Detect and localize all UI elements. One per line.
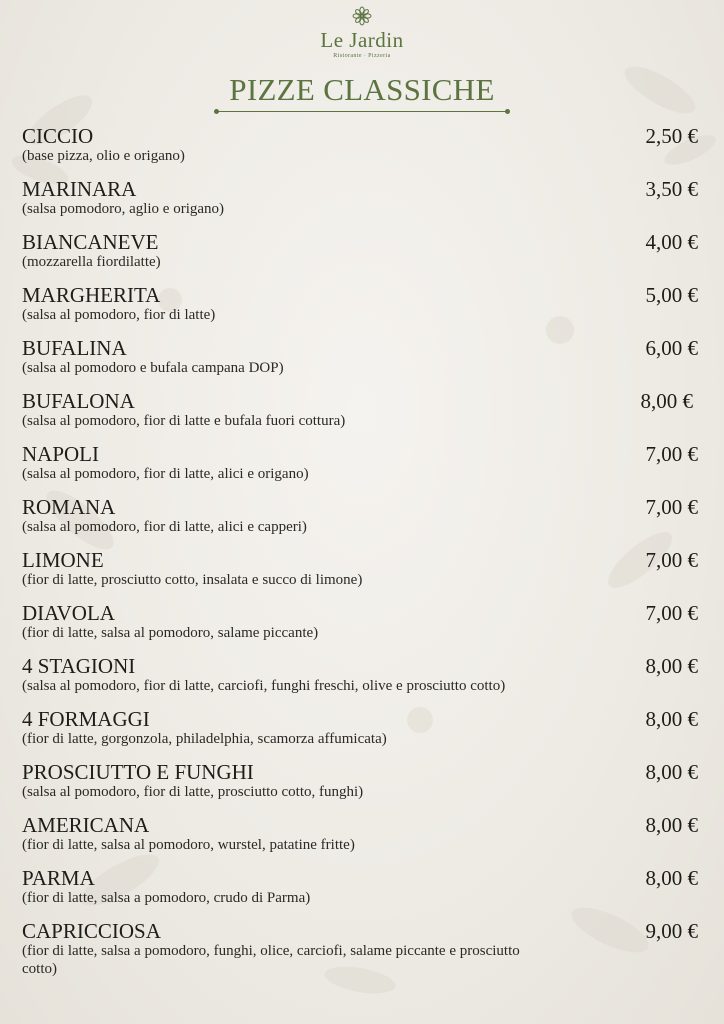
- menu-item: [22, 177, 702, 230]
- item-name: ROMANA: [22, 495, 116, 519]
- item-price: 4,00 €: [645, 230, 698, 254]
- item-description: (salsa al pomodoro, fior di latte, alici e origano): [22, 466, 309, 482]
- item-price: 7,00 €: [645, 495, 698, 519]
- menu-item: [22, 389, 702, 442]
- menu-item: [22, 813, 702, 866]
- item-price: 8,00 €: [645, 813, 698, 837]
- item-description: (salsa al pomodoro, fior di latte, carciofi, funghi freschi, olive e prosciutto cotto): [22, 678, 506, 694]
- item-price: 8,00 €: [645, 760, 698, 784]
- item-name: AMERICANA: [22, 813, 150, 837]
- item-price: 6,00 €: [645, 336, 698, 360]
- item-name: PARMA: [22, 866, 95, 890]
- item-description: (salsa al pomodoro, fior di latte, alici e capperi): [22, 519, 307, 535]
- item-name: 4 STAGIONI: [22, 654, 136, 678]
- item-description: (salsa pomodoro, aglio e origano): [22, 201, 225, 217]
- menu-item: [22, 336, 702, 389]
- item-name: CICCIO: [22, 124, 94, 148]
- item-name: PROSCIUTTO E FUNGHI: [22, 760, 254, 784]
- item-price: 3,50 €: [645, 177, 698, 201]
- item-name: CAPRICCIOSA: [22, 919, 161, 943]
- item-name: MARINARA: [22, 177, 137, 201]
- item-price: 7,00 €: [645, 442, 698, 466]
- menu-item: [22, 442, 702, 495]
- item-name: LIMONE: [22, 548, 104, 572]
- item-price: 9,00 €: [645, 919, 698, 943]
- menu-item: [22, 230, 702, 283]
- menu-item: [22, 760, 702, 813]
- item-description: (salsa al pomodoro, fior di latte, prosciutto cotto, funghi): [22, 784, 364, 800]
- item-name: BUFALINA: [22, 336, 127, 360]
- item-price: 8,00 €: [645, 654, 698, 678]
- restaurant-logo-name: Le Jardin: [320, 28, 404, 52]
- item-price: 8,00 €: [640, 389, 693, 413]
- menu-item: [22, 919, 702, 977]
- flower-ornament-icon: [352, 6, 372, 26]
- item-description: (salsa al pomodoro, fior di latte): [22, 307, 216, 323]
- menu-item: [22, 707, 702, 760]
- item-price: 7,00 €: [645, 548, 698, 572]
- item-price: 8,00 €: [645, 866, 698, 890]
- item-description: (mozzarella fiordilatte): [22, 254, 161, 270]
- menu-item: [22, 124, 702, 177]
- item-description: (base pizza, olio e origano): [22, 148, 185, 164]
- item-name: BUFALONA: [22, 389, 135, 413]
- item-price: 8,00 €: [645, 707, 698, 731]
- item-name: NAPOLI: [22, 442, 99, 466]
- menu-item: [22, 654, 702, 707]
- restaurant-logo-subtitle: Ristorante · Pizzeria: [333, 53, 391, 59]
- item-price: 5,00 €: [645, 283, 698, 307]
- item-price: 2,50 €: [645, 124, 698, 148]
- section-title: PIZZE CLASSICHE: [229, 72, 495, 107]
- title-divider: [217, 111, 507, 112]
- menu-item: [22, 601, 702, 654]
- item-name: DIAVOLA: [22, 601, 115, 625]
- item-price: 7,00 €: [645, 601, 698, 625]
- pizza-menu-list: [22, 124, 702, 977]
- item-description: (fior di latte, salsa al pomodoro, salame piccante): [22, 625, 319, 641]
- item-description: (fior di latte, salsa a pomodoro, funghi, olice, carciofi, salame piccante e prosciutto cotto): [22, 943, 520, 977]
- menu-item: [22, 283, 702, 336]
- item-description: (salsa al pomodoro, fior di latte e bufala fuori cottura): [22, 413, 346, 429]
- menu-item: [22, 495, 702, 548]
- item-description: (salsa al pomodoro e bufala campana DOP): [22, 360, 284, 376]
- item-name: 4 FORMAGGI: [22, 707, 150, 731]
- menu-item: [22, 548, 702, 601]
- menu-item: [22, 866, 702, 919]
- item-description: (fior di latte, prosciutto cotto, insalata e succo di limone): [22, 572, 363, 588]
- item-name: MARGHERITA: [22, 283, 161, 307]
- item-description: (fior di latte, salsa al pomodoro, wurstel, patatine fritte): [22, 837, 355, 853]
- item-description: (fior di latte, salsa a pomodoro, crudo di Parma): [22, 890, 311, 906]
- item-name: BIANCANEVE: [22, 230, 159, 254]
- item-description: (fior di latte, gorgonzola, philadelphia, scamorza affumicata): [22, 731, 387, 747]
